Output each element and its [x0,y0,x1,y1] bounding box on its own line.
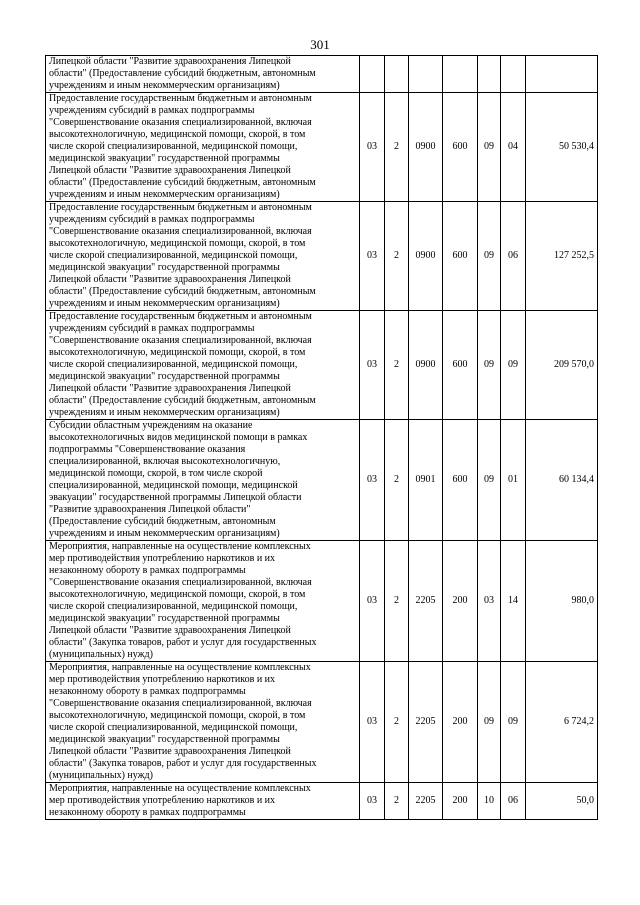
cell-subsection: 04 [501,93,526,202]
cell-expense-type: 200 [443,783,478,820]
description-line: (муниципальных) нужд) [49,649,153,660]
description-line: Липецкой области "Развитие здравоохранения Липецкой [49,625,291,636]
description-line: Субсидии областным учреждениям на оказание [49,420,253,431]
cell-code-2: 2 [385,311,409,420]
description-line: области" (Предоставление субсидий бюджетным, автономным [49,395,316,406]
description-line: учреждениям субсидий в рамках подпрограммы [49,105,255,116]
cell-subsection: 01 [501,420,526,541]
cell-description [46,56,360,93]
cell-target-article: 0900 [409,311,443,420]
table-row [46,541,598,662]
description-line: высокотехнологичную, медицинской помощи, скорой, в том [49,347,306,358]
description-line: медицинской помощи, скорой, в том числе скорой [49,468,263,479]
description-line: учреждениям субсидий в рамках подпрограммы [49,214,255,225]
description-line: мер противодействия употреблению наркотиков и их [49,674,276,685]
cell-code-2: 2 [385,541,409,662]
cell-section: 09 [478,202,501,311]
description-line: Предоставление государственным бюджетным и автономным [49,311,312,322]
cell-code-1: 03 [360,783,385,820]
cell-code-1: 03 [360,541,385,662]
cell-section: 10 [478,783,501,820]
table-row [46,202,598,311]
description-line: высокотехнологичную, медицинской помощи, скорой, в том [49,129,306,140]
cell-code-2 [385,56,409,93]
description-line: эвакуации" государственной программы Липецкой области [49,492,302,503]
cell-expense-type: 600 [443,93,478,202]
cell-amount: 50 530,4 [526,93,598,202]
cell-description [46,541,360,662]
description-line: учреждениям и иным некоммерческим организациям) [49,189,280,200]
cell-section: 03 [478,541,501,662]
cell-code-1: 03 [360,202,385,311]
cell-code-1 [360,56,385,93]
description-line: (Предоставление субсидий бюджетным, автономным [49,516,276,527]
cell-amount: 50,0 [526,783,598,820]
description-line: числе скорой специализированной, медицинской помощи, [49,722,298,733]
cell-expense-type: 600 [443,202,478,311]
cell-target-article: 0900 [409,202,443,311]
cell-expense-type [443,56,478,93]
cell-amount [526,56,598,93]
description-line: Мероприятия, направленные на осуществление комплексных [49,783,311,794]
cell-description [46,662,360,783]
table-row [46,420,598,541]
cell-section: 09 [478,420,501,541]
page-number: 301 [310,37,330,52]
cell-expense-type: 600 [443,311,478,420]
cell-target-article: 0900 [409,93,443,202]
cell-description [46,420,360,541]
description-line: медицинской эвакуации" государственной программы [49,153,280,164]
cell-code-1: 03 [360,420,385,541]
cell-code-1: 03 [360,662,385,783]
description-line: подпрограммы "Совершенствование оказания [49,444,246,455]
description-line: учреждениям и иным некоммерческим организациям) [49,528,280,539]
description-line: высокотехнологичную, медицинской помощи, скорой, в том [49,238,306,249]
table-row [46,783,598,820]
cell-description [46,783,360,820]
description-line: "Совершенствование оказания специализированной, включая [49,335,312,346]
description-line: (муниципальных) нужд) [49,770,153,781]
cell-target-article: 2205 [409,541,443,662]
cell-subsection: 09 [501,311,526,420]
cell-target-article [409,56,443,93]
budget-table [45,55,598,820]
cell-amount: 60 134,4 [526,420,598,541]
table-row [46,56,598,93]
description-line: учреждениям и иным некоммерческим организациям) [49,407,280,418]
description-line: области" (Закупка товаров, работ и услуг для государственных [49,758,317,769]
description-line: числе скорой специализированной, медицинской помощи, [49,250,298,261]
description-line: Предоставление государственным бюджетным и автономным [49,93,312,104]
cell-code-2: 2 [385,420,409,541]
cell-subsection: 14 [501,541,526,662]
cell-description [46,202,360,311]
cell-code-2: 2 [385,202,409,311]
cell-code-1: 03 [360,311,385,420]
cell-subsection: 09 [501,662,526,783]
description-line: учреждениям и иным некоммерческим организациям) [49,80,280,91]
description-line: специализированной, включая высокотехнологичную, [49,456,281,467]
description-line: Липецкой области "Развитие здравоохранения Липецкой [49,274,291,285]
cell-description [46,93,360,202]
description-line: незаконному обороту в рамках подпрограммы [49,807,246,818]
description-line: области" (Закупка товаров, работ и услуг для государственных [49,637,317,648]
description-line: медицинской эвакуации" государственной программы [49,613,280,624]
description-line: мер противодействия употреблению наркотиков и их [49,553,276,564]
cell-expense-type: 600 [443,420,478,541]
description-line: высокотехнологичную, медицинской помощи, скорой, в том [49,589,306,600]
description-line: Предоставление государственным бюджетным и автономным [49,202,312,213]
table-row [46,311,598,420]
cell-description [46,311,360,420]
description-line: "Совершенствование оказания специализированной, включая [49,698,312,709]
cell-amount: 127 252,5 [526,202,598,311]
cell-target-article: 0901 [409,420,443,541]
description-line: незаконному обороту в рамках подпрограммы [49,565,246,576]
description-line: "Совершенствование оказания специализированной, включая [49,117,312,128]
cell-expense-type: 200 [443,541,478,662]
description-line: числе скорой специализированной, медицинской помощи, [49,359,298,370]
cell-target-article: 2205 [409,783,443,820]
description-line: числе скорой специализированной, медицинской помощи, [49,141,298,152]
description-line: высокотехнологичную, медицинской помощи, скорой, в том [49,710,306,721]
description-line: специализированной, медицинской помощи, медицинской [49,480,298,491]
cell-amount: 6 724,2 [526,662,598,783]
cell-code-2: 2 [385,783,409,820]
cell-expense-type: 200 [443,662,478,783]
description-line: Липецкой области "Развитие здравоохранения Липецкой [49,746,291,757]
table-row [46,662,598,783]
cell-code-2: 2 [385,93,409,202]
description-line: Липецкой области "Развитие здравоохранения Липецкой [49,165,291,176]
cell-section: 09 [478,93,501,202]
description-line: учреждениям и иным некоммерческим организациям) [49,298,280,309]
description-line: высокотехнологичных видов медицинской помощи в рамках [49,432,308,443]
description-line: числе скорой специализированной, медицинской помощи, [49,601,298,612]
cell-section: 09 [478,311,501,420]
description-line: "Совершенствование оказания специализированной, включая [49,577,312,588]
description-line: незаконному обороту в рамках подпрограммы [49,686,246,697]
description-line: области" (Предоставление субсидий бюджетным, автономным [49,286,316,297]
description-line: Мероприятия, направленные на осуществление комплексных [49,662,311,673]
cell-section [478,56,501,93]
cell-code-2: 2 [385,662,409,783]
description-line: области" (Предоставление субсидий бюджетным, автономным [49,177,316,188]
description-line: "Развитие здравоохранения Липецкой области" [49,504,251,515]
description-line: мер противодействия употреблению наркотиков и их [49,795,276,806]
cell-amount: 209 570,0 [526,311,598,420]
description-line: Липецкой области "Развитие здравоохранения Липецкой [49,383,291,394]
description-line: медицинской эвакуации" государственной программы [49,262,280,273]
description-line: Мероприятия, направленные на осуществление комплексных [49,541,311,552]
cell-subsection: 06 [501,783,526,820]
table-row [46,93,598,202]
cell-amount: 980,0 [526,541,598,662]
description-line: Липецкой области "Развитие здравоохранения Липецкой [49,56,291,67]
description-line: медицинской эвакуации" государственной программы [49,371,280,382]
description-line: учреждениям субсидий в рамках подпрограммы [49,323,255,334]
cell-target-article: 2205 [409,662,443,783]
cell-subsection [501,56,526,93]
description-line: "Совершенствование оказания специализированной, включая [49,226,312,237]
cell-subsection: 06 [501,202,526,311]
cell-section: 09 [478,662,501,783]
cell-code-1: 03 [360,93,385,202]
description-line: области" (Предоставление субсидий бюджетным, автономным [49,68,316,79]
description-line: медицинской эвакуации" государственной программы [49,734,280,745]
table-body [46,56,598,820]
